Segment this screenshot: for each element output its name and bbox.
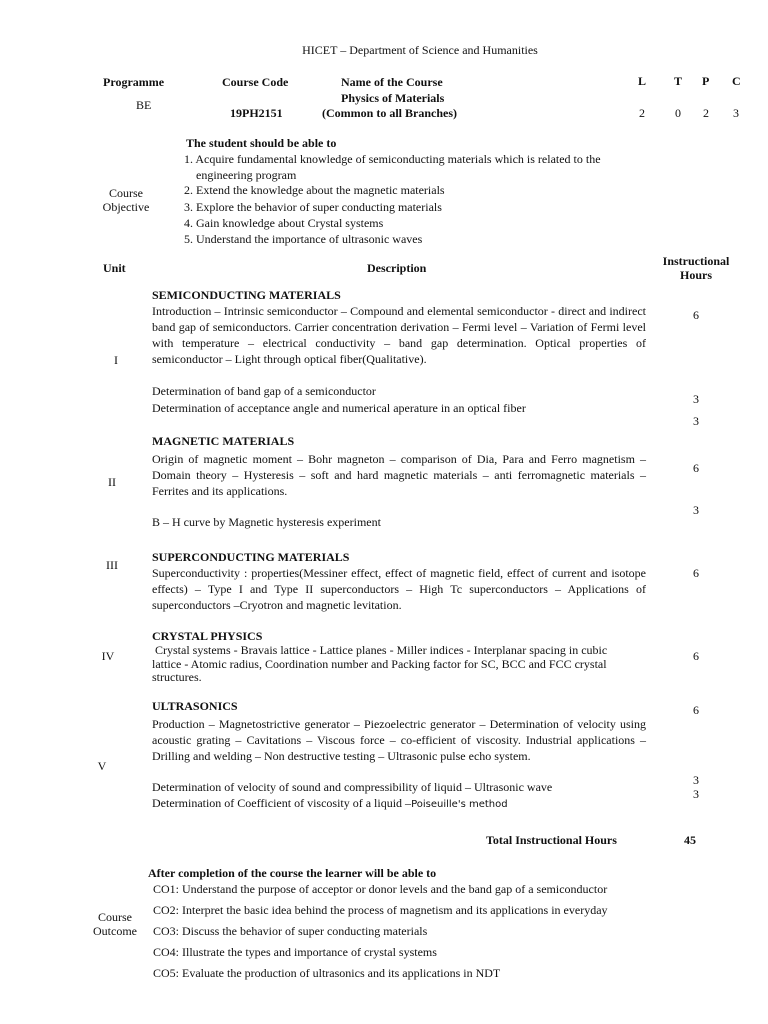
unit-lab-5b (152, 796, 508, 811)
course-name-line2: (Common to all Branches) (322, 106, 457, 120)
objective-item-5: 5. Understand the importance of ultrasonic waves (184, 232, 423, 246)
unit-lab-hours-2a: 3 (693, 503, 699, 517)
objective-item-4: 4. Gain knowledge about Crystal systems (184, 216, 384, 230)
total-hours-label: Total Instructional Hours (486, 833, 617, 847)
unit-title-5: ULTRASONICS (152, 699, 238, 713)
ltpc-label-c: C (732, 74, 741, 88)
unit-numeral-1: I (114, 353, 118, 367)
outcome-item-3: CO3: Discuss the behavior of super conducting materials (153, 924, 428, 938)
objective-label-line2: Objective (102, 200, 150, 214)
unit-lab-1a: Determination of band gap of a semiconductor (152, 384, 376, 398)
unit-title-2: MAGNETIC MATERIALS (152, 434, 295, 448)
ltpc-value-c: 3 (733, 106, 739, 120)
objective-label-line1: Course (109, 186, 143, 200)
unit-lab-2a: B – H curve by Magnetic hysteresis experiment (152, 515, 381, 529)
outcome-label-line2: Outcome (93, 924, 137, 938)
unit-body-4-line1: Crystal systems - Bravais lattice - Lattice planes - Miller indices - Interplanar spacing in cubic (152, 643, 608, 657)
unit-hours-4: 6 (693, 649, 699, 663)
course-name-line1: Physics of Materials (341, 91, 445, 105)
unit-numeral-4: IV (101, 649, 115, 663)
total-hours-value: 45 (684, 833, 696, 847)
unit-body-5: Production – Magnetostrictive generator – Piezoelectric generator – Determination of velocity using acoustic grating – Cavitations – Viscous force – co-efficient of viscosity. Industrial applications – Drilling and welding – Non destructive testing – Ultrasonic pulse echo system. (152, 717, 646, 763)
unit-lab-hours-1a: 3 (693, 392, 699, 406)
description-column-header: Description (367, 261, 427, 275)
unit-lab-5b-method: Poiseuille's method (411, 799, 508, 810)
ltpc-label-l: L (638, 74, 647, 88)
unit-lab-5a: Determination of velocity of sound and compressibility of liquid – Ultrasonic wave (152, 780, 553, 794)
unit-hours-5: 6 (693, 703, 699, 717)
objective-item-1: 1. Acquire fundamental knowledge of semiconducting materials which is related to the (184, 152, 601, 166)
unit-title-3: SUPERCONDUCTING MATERIALS (152, 550, 350, 564)
course-code-value: 19PH2151 (230, 106, 283, 120)
unit-column-header: Unit (103, 261, 126, 275)
outcome-heading: After completion of the course the learner will be able to (148, 866, 437, 880)
course-code-label: Course Code (222, 75, 289, 89)
course-name-label: Name of the Course (341, 75, 443, 89)
unit-numeral-2: II (108, 475, 116, 489)
ltpc-value-t: 0 (675, 106, 681, 120)
ltpc-label-p: P (702, 74, 710, 88)
outcome-label-line1: Course (98, 910, 132, 924)
objective-heading: The student should be able to (186, 136, 337, 150)
outcome-item-4: CO4: Illustrate the types and importance of crystal systems (153, 945, 437, 959)
outcome-item-1: CO1: Understand the purpose of acceptor or donor levels and the band gap of a semiconductor (153, 882, 608, 896)
unit-numeral-3: III (106, 558, 118, 572)
unit-hours-2: 6 (693, 461, 699, 475)
unit-body-4-line2: lattice - Atomic radius, Coordination number and Packing factor for SC, BCC and FCC crystal (152, 657, 607, 671)
objective-item-1-cont: engineering program (196, 168, 297, 182)
outcome-item-5: CO5: Evaluate the production of ultrasonics and its applications in NDT (153, 966, 501, 980)
unit-title-1: SEMICONDUCTING MATERIALS (152, 288, 341, 302)
unit-lab-hours-5b: 3 (693, 787, 699, 801)
hours-column-header-line1: Instructional (662, 254, 730, 268)
ltpc-value-l: 2 (639, 106, 645, 120)
objective-item-3: 3. Explore the behavior of super conducting materials (184, 200, 442, 214)
unit-body-2: Origin of magnetic moment – Bohr magneton – comparison of Dia, Para and Ferro magnetism – Domain theory – Hysteresis – soft and hard magnetic materials – anti ferromagnetic materials – Ferrites and its applications. (152, 452, 646, 498)
unit-lab-hours-5a: 3 (693, 773, 699, 787)
ltpc-label-t: T (674, 74, 683, 88)
unit-body-1: Introduction – Intrinsic semiconductor – Compound and elemental semiconductor - direct and indirect band gap of semiconductors. Carrier concentration derivation – Fermi level – Variation of Fermi level with temperature – electrical conductivity – band gap determination. Optical properties of semiconductor – Light through optical fiber(Qualitative). (152, 304, 646, 366)
unit-lab-hours-1b: 3 (693, 414, 699, 428)
unit-hours-3: 6 (693, 566, 699, 580)
unit-lab-1b: Determination of acceptance angle and numerical aperature in an optical fiber (152, 401, 526, 415)
ltpc-value-p: 2 (703, 106, 709, 120)
hours-column-header-line2: Hours (679, 268, 712, 282)
programme-value: BE (136, 98, 152, 112)
unit-body-3: Superconductivity : properties(Messiner effect, effect of magnetic field, effect of current and isotope effects) – Type I and Type II superconductors – High Tc superconductors – Applications of superconductors –Cryotron and magnetic levitation. (152, 566, 646, 612)
page-title: HICET – Department of Science and Humanities (302, 43, 538, 57)
unit-lab-5b-main: Determination of Coefficient of viscosity of a liquid – (152, 796, 412, 810)
unit-title-4: CRYSTAL PHYSICS (152, 629, 263, 643)
programme-label: Programme (103, 75, 165, 89)
unit-body-4-line3: structures. (152, 670, 202, 684)
outcome-item-2: CO2: Interpret the basic idea behind the process of magnetism and its applications in everyday (153, 903, 608, 917)
unit-numeral-5: V (97, 759, 107, 773)
unit-hours-1: 6 (693, 308, 699, 322)
objective-item-2: 2. Extend the knowledge about the magnetic materials (184, 183, 445, 197)
